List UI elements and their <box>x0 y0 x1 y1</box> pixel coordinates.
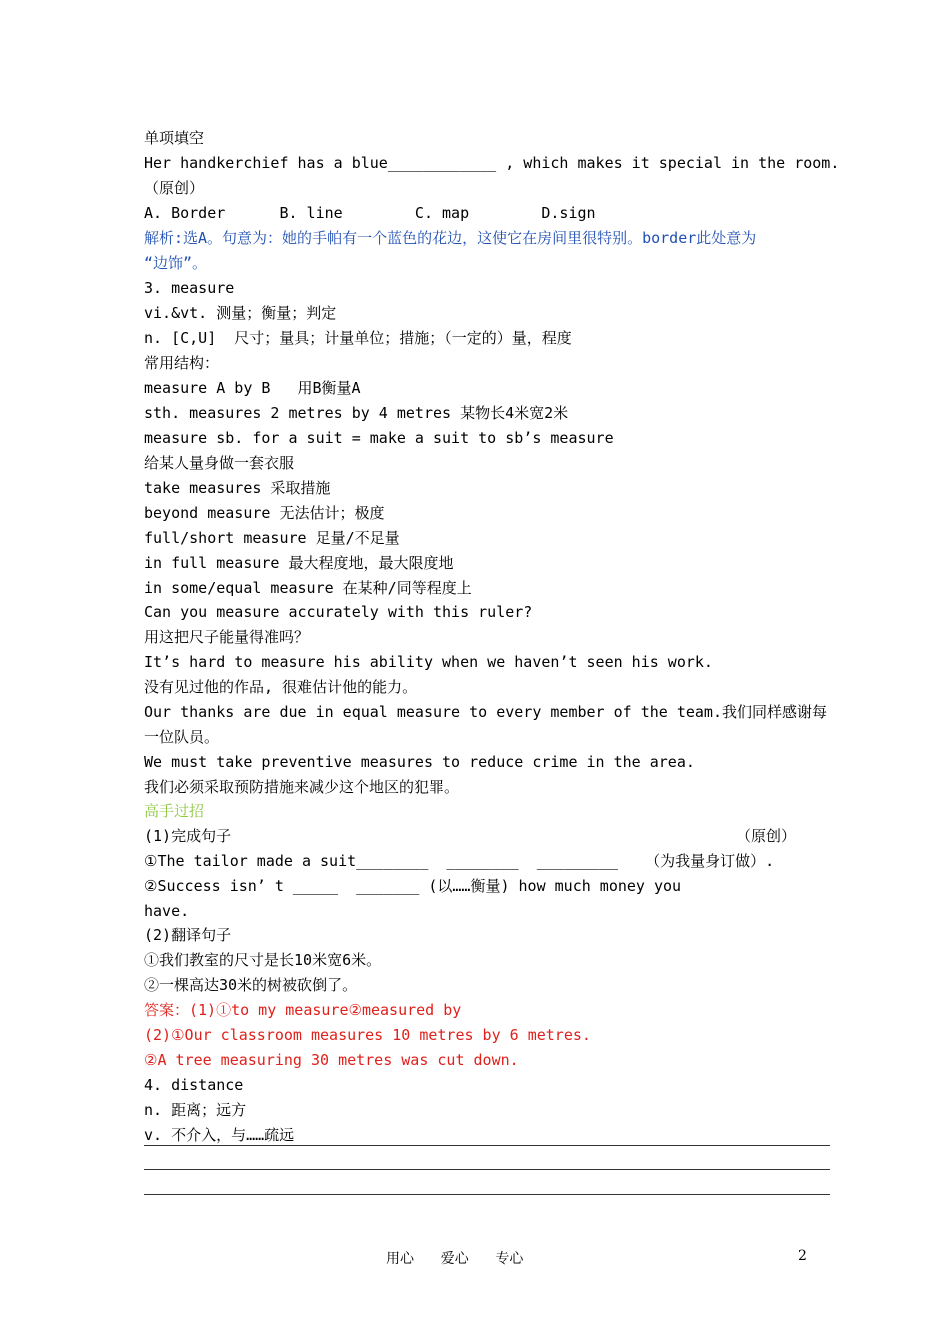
structure-line: in full measure 最大程度地，最大限度地 <box>144 554 454 572</box>
question-text: Her handkerchief has a blue____________ , which makes it special in the room. <box>144 154 840 172</box>
exercise-part-1-heading: (1)完成句子 <box>144 827 232 845</box>
word-heading-measure: 3. measure <box>144 279 235 297</box>
definition-verb: vi.&vt. 测量；衡量；判定 <box>144 304 337 322</box>
definition-verb: v. 不介入，与……疏远 <box>144 1126 295 1144</box>
section-heading-single-choice: 单项填空 <box>144 129 205 147</box>
definition-noun: n. [C,U] 尺寸；量具；计量单位；措施；（一定的）量，程度 <box>144 329 572 347</box>
structure-line: beyond measure 无法估计；极度 <box>144 504 385 522</box>
common-structures-heading: 常用结构： <box>144 354 220 372</box>
analysis-line-2: “边饰”。 <box>144 254 208 272</box>
question-source: （原创） <box>144 179 205 197</box>
answer-line: (2)①Our classroom measures 10 metres by 6 metres. <box>144 1026 591 1044</box>
structure-line: in some/equal measure 在某种/同等程度上 <box>144 579 472 597</box>
translation-item: ②一棵高达30米的树被砍倒了。 <box>144 976 358 994</box>
writing-rule <box>144 1169 830 1170</box>
footer-motto: 用心 爱心 专心 <box>386 1251 524 1267</box>
structure-line: sth. measures 2 metres by 4 metres 某物长4米宽2米 <box>144 404 569 422</box>
exercise-source: （原创） <box>736 827 797 845</box>
exercise-item: ②Success isn’ t _____ _______ (以……衡量) how much money you <box>144 877 682 895</box>
exercise-item-continued: have. <box>144 902 190 920</box>
example-sentence: Can you measure accurately with this ruler? <box>144 603 533 621</box>
example-translation: 一位队员。 <box>144 728 220 746</box>
answer-line: ②A tree measuring 30 metres was cut down. <box>144 1051 519 1069</box>
page-number: 2 <box>798 1248 807 1264</box>
example-translation: 用这把尺子能量得准吗？ <box>144 628 310 646</box>
example-sentence: It’s hard to measure his ability when we haven’t seen his work. <box>144 653 713 671</box>
translation-item: ①我们教室的尺寸是长10米宽6米。 <box>144 951 382 969</box>
structure-line: take measures 采取措施 <box>144 479 331 497</box>
structure-line: full/short measure 足量/不足量 <box>144 529 400 547</box>
writing-rule <box>144 1194 830 1195</box>
answer-line: 答案：(1)①to my measure②measured by <box>144 1001 462 1019</box>
exercise-part-2-heading: (2)翻译句子 <box>144 926 232 944</box>
example-translation: 没有见过他的作品, 很难估计他的能力。 <box>144 678 418 696</box>
structure-line: 给某人量身做一套衣服 <box>144 454 295 472</box>
exercise-item: ①The tailor made a suit________ ________ _________ （为我量身订做）. <box>144 852 775 870</box>
structure-line: measure sb. for a suit = make a suit to sb’s measure <box>144 429 614 447</box>
example-sentence: Our thanks are due in equal measure to every member of the team.我们同样感谢每 <box>144 703 827 721</box>
example-sentence: We must take preventive measures to reduce crime in the area. <box>144 753 695 771</box>
structure-line: measure A by B 用B衡量A <box>144 379 361 397</box>
question-options: A. Border B. line C. map D.sign <box>144 204 596 222</box>
practice-heading: 高手过招 <box>144 802 205 820</box>
writing-rule <box>144 1145 830 1146</box>
analysis-line-1: 解析:选A。句意为：她的手帕有一个蓝色的花边，这使它在房间里很特别。border此处意为 <box>144 229 757 247</box>
example-translation: 我们必须采取预防措施来减少这个地区的犯罪。 <box>144 778 460 796</box>
definition-noun: n. 距离；远方 <box>144 1101 247 1119</box>
word-heading-distance: 4. distance <box>144 1076 244 1094</box>
